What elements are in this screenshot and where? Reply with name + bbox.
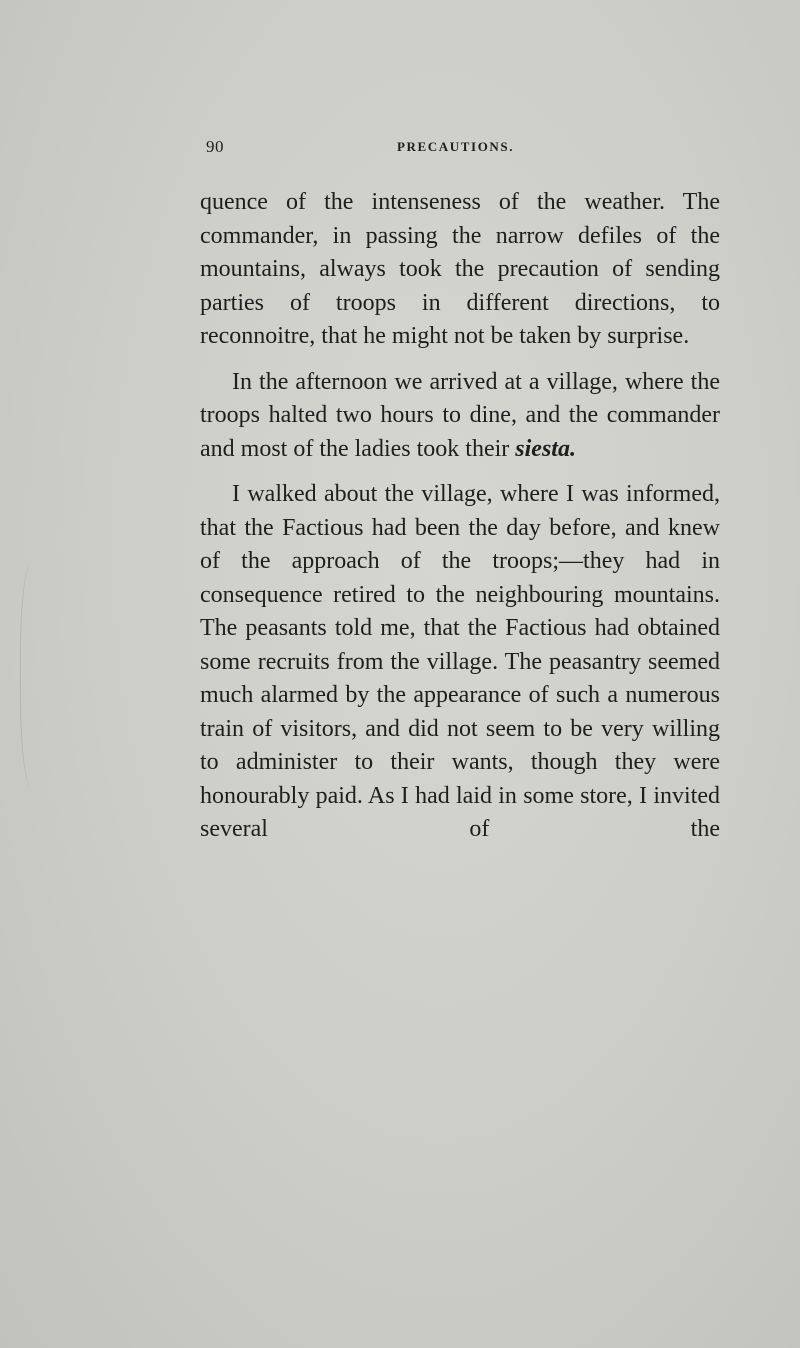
paragraph-1: quence of the intenseness of the weather. The commander, in passing the narrow defiles of the mountains, always took the precaution of sending parties of troops in different directions, to reconnoitre, that he might not be taken by surprise. (200, 189, 720, 349)
siesta-emphasis: siesta. (515, 435, 576, 462)
page-number: 90 (206, 137, 224, 156)
running-head: PRECAUTIONS. (397, 139, 515, 154)
body-text (200, 186, 720, 847)
paragraph-2 (200, 366, 720, 467)
paragraph-3: I walked about the village, where I was informed, that the Factious had been the day before, and knew of the approach of the troops;—they had in consequence retired to the neighbouring mountains. The peasants told me, that the Factious had obtained some recruits from the village. The peasantry seemed much alarmed by the appearance of such a numerous train of visitors, and did not seem to be very willing to administer to their wants, though they were honourably paid. As I had laid in some store, I invited several of the (200, 481, 720, 842)
page-blemish (20, 560, 51, 790)
paragraph-2-text: In the afternoon we arrived at a village, where the troops halted two hours to dine, and the commander and most of the ladies took their (200, 368, 720, 462)
page-header (200, 137, 720, 167)
